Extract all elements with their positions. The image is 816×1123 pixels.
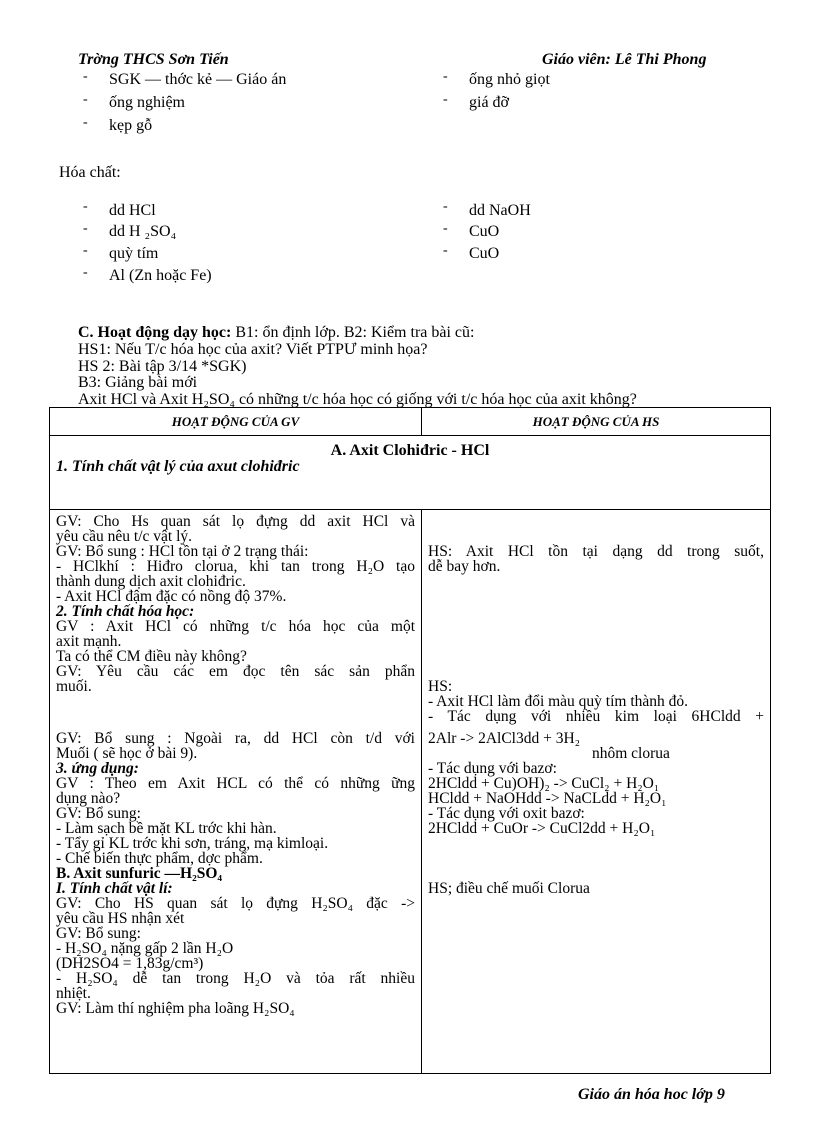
- section-c-line: HS1: Nếu T/c hóa học của axit? Viết PTPƯ minh họa?: [78, 341, 428, 358]
- list-item: Al (Zn hoặc Fe): [109, 267, 212, 284]
- gv-line: dụng nào?: [56, 790, 121, 807]
- school-name: Trờng THCS Sơn Tiến: [78, 51, 229, 68]
- gv-activity-cell: [50, 510, 422, 1074]
- gv-line: - Chế biến thực phẩm, dợc phẩm.: [56, 850, 263, 867]
- section-a-cell: [50, 436, 771, 510]
- footer-title: Giáo án hóa hoc lớp 9: [578, 1086, 725, 1103]
- hs-activity-cell: [422, 510, 771, 1074]
- bullet-icon: -: [443, 199, 448, 214]
- list-item: dd HCl: [109, 202, 156, 219]
- gv-line: Ta có thể CM điều này không?: [56, 648, 247, 665]
- gv-heading: I. Tính chất vật lí:: [56, 880, 173, 897]
- list-item: CuO: [469, 245, 500, 262]
- gv-line: GV: Bổ sung:: [56, 925, 141, 942]
- gv-line: - Làm sạch bề mặt KL trớc khi hàn.: [56, 820, 277, 837]
- gv-line: muối.: [56, 678, 92, 695]
- hs-line: 2HCldd + Cu)OH)₂ -> CuCl₂ + H₂O₁: [428, 775, 660, 792]
- bullet-icon: -: [443, 243, 448, 258]
- gv-line: - Axit HCl đậm đặc có nồng độ 37%.: [56, 588, 287, 605]
- bullet-icon: -: [443, 92, 448, 107]
- hs-line: HS: Axit HCl tồn tại dạng dd trong suốt,: [428, 543, 764, 560]
- gv-line: - Tẩy gỉ KL trớc khi sơn, tráng, mạ kimloại.: [56, 835, 329, 852]
- section-c-heading: [78, 326, 474, 340]
- list-item: quỳ tím: [109, 245, 159, 262]
- column-header-gv: HOẠT ĐỘNG CỦA GV: [50, 408, 422, 436]
- section-c-line: Axit HCl và Axit H₂SO₄ có những t/c hóa học có giống với t/c hóa học của axit không?: [78, 391, 637, 408]
- gv-line: GV: Bổ sung : HCl tồn tại ở 2 trạng thái:: [56, 543, 309, 560]
- list-item: dd NaOH: [469, 202, 531, 219]
- gv-line: GV: Bổ sung:: [56, 805, 141, 822]
- hs-line: 2Alr -> 2AlCl3dd + 3H₂: [428, 730, 581, 747]
- teacher-name: Giáo viên: Lê Thi Phong: [542, 51, 707, 68]
- section-a-title: A. Axit Clohiđric - HCl: [330, 442, 490, 459]
- list-item: dd H ₂SO₄: [109, 223, 177, 240]
- chemicals-label: Hóa chất:: [59, 164, 121, 181]
- bullet-icon: -: [83, 199, 88, 214]
- gv-line: nhiệt.: [56, 985, 91, 1002]
- activity-table: [49, 407, 771, 1074]
- bullet-icon: -: [83, 69, 88, 84]
- hs-line: - Tác dụng với nhiều kim loại 6HCldd +: [428, 708, 764, 725]
- hs-line: nhôm clorua: [592, 745, 670, 762]
- list-item: kẹp gỗ: [109, 117, 153, 134]
- hs-line: HCldd + NaOHdd -> NaCLdd + H₂O₁: [428, 790, 667, 807]
- gv-line: GV : Axit HCl có những t/c hóa học của một: [56, 618, 415, 635]
- gv-line: GV: Làm thí nghiệm pha loãng H₂SO₄: [56, 1000, 295, 1017]
- list-item: giá đỡ: [469, 94, 510, 111]
- bullet-icon: -: [443, 221, 448, 236]
- hs-line: - Axit HCl làm đổi màu quỳ tím thành đỏ.: [428, 693, 689, 710]
- bullet-icon: -: [83, 92, 88, 107]
- hs-line: HS:: [428, 678, 453, 695]
- section-c-title: C. Hoạt động dạy học:: [78, 324, 232, 341]
- gv-heading: B. Axit sunfuric —H₂SO₄: [56, 865, 223, 882]
- gv-line: GV: Cho HS quan sát lọ đựng H₂SO₄ đặc ->: [56, 895, 415, 912]
- gv-heading: 2. Tính chất hóa học:: [56, 603, 195, 620]
- gv-line: axit mạnh.: [56, 633, 122, 650]
- gv-line: (DH2SO4 = 1,83g/cm³): [56, 955, 204, 972]
- gv-line: thành dung dịch axit clohiđric.: [56, 573, 246, 590]
- gv-line: Muối ( sẽ học ở bài 9).: [56, 745, 198, 762]
- hs-line: - Tác dụng với oxit bazơ:: [428, 805, 585, 822]
- gv-line: - HClkhí : Hiđro clorua, khi tan trong H₂O tạo: [56, 558, 415, 575]
- list-item: ống nhỏ giọt: [469, 71, 550, 88]
- bullet-icon: -: [83, 265, 88, 280]
- gv-line: yêu cầu HS nhận xét: [56, 910, 185, 927]
- section-c-line: B3: Giảng bài mới: [78, 374, 198, 391]
- gv-line: yêu cầu nêu t/c vật lý.: [56, 528, 193, 545]
- gv-line: GV: Yêu cầu các em đọc tên sác sản phẩn: [56, 663, 415, 680]
- gv-heading: 3. ứng dụng:: [56, 760, 139, 777]
- section-c-title-rest: B1: ổn định lớp. B2: Kiểm tra bài cũ:: [231, 324, 475, 341]
- hs-line: - Tác dụng với bazơ:: [428, 760, 557, 777]
- hs-line: 2HCldd + CuOr -> CuCl2dd + H₂O₁: [428, 820, 656, 837]
- list-item: ống nghiệm: [109, 94, 185, 111]
- section-a-subtitle: 1. Tính chất vật lý của axut clohiđric: [56, 458, 300, 475]
- gv-line: - H₂SO₄ dễ tan trong H₂O và tỏa rất nhiều: [56, 970, 415, 987]
- hs-line: dễ bay hơn.: [428, 558, 501, 575]
- gv-line: GV: Cho Hs quan sát lọ đựng dd axit HCl và: [56, 513, 415, 530]
- bullet-icon: -: [443, 69, 448, 84]
- list-item: SGK — thớc kẻ — Giáo án: [109, 71, 287, 88]
- hs-line: HS; điều chế muối Clorua: [428, 880, 590, 897]
- gv-line: GV : Theo em Axit HCL có thể có những ững: [56, 775, 415, 792]
- gv-line: - H₂SO₄ nặng gấp 2 lần H₂O: [56, 940, 234, 957]
- bullet-icon: -: [83, 243, 88, 258]
- bullet-icon: -: [83, 115, 88, 130]
- section-c-line: HS 2: Bài tập 3/14 *SGK): [78, 358, 247, 375]
- column-header-hs: HOẠT ĐỘNG CỦA HS: [422, 408, 771, 436]
- list-item: CuO: [469, 223, 500, 240]
- bullet-icon: -: [83, 221, 88, 236]
- gv-line: GV: Bổ sung : Ngoài ra, dd HCl còn t/d với: [56, 730, 415, 747]
